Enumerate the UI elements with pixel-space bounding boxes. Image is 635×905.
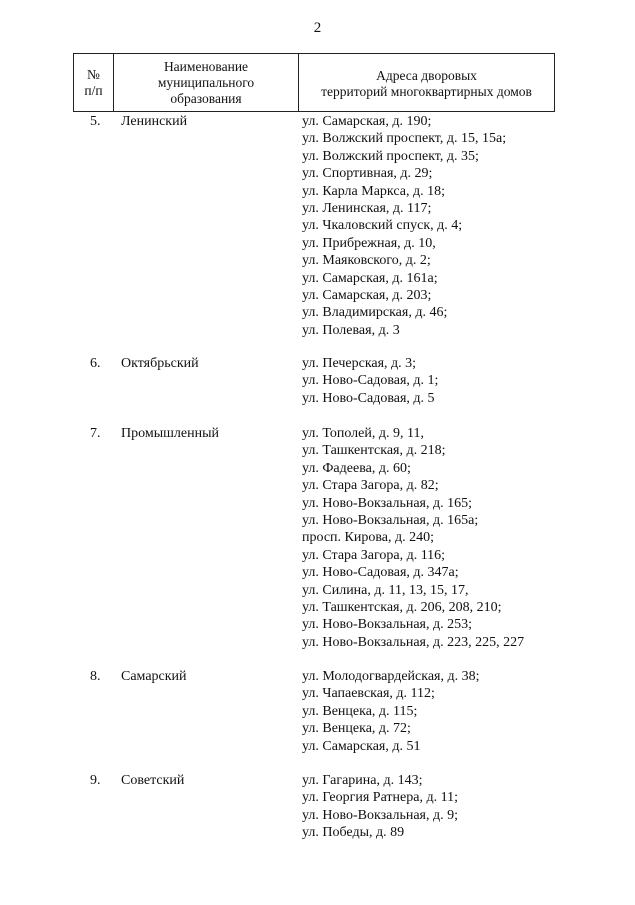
address-item: ул. Маяковского, д. 2; [302, 253, 431, 269]
header-name-column [114, 54, 299, 111]
address-item: ул. Спортивная, д. 29; [302, 166, 433, 182]
address-list [302, 113, 506, 339]
address-item: ул. Венцека, д. 115; [302, 703, 418, 719]
address-list [302, 668, 480, 755]
address-item: ул. Фадеева, д. 60; [302, 460, 411, 476]
address-list [302, 772, 458, 842]
address-list [302, 355, 438, 407]
header-address-line2: территорий многоквартирных домов [321, 83, 532, 99]
district-name: Самарский [121, 669, 187, 684]
address-item: ул. Печерская, д. 3; [302, 356, 417, 371]
address-item: ул. Победы, д. 89 [302, 825, 405, 841]
header-number-column [74, 54, 114, 111]
district-name: Октябрьский [121, 356, 199, 371]
address-item: ул. Ново-Вокзальная, д. 165; [302, 495, 473, 511]
address-item: просп. Кирова, д. 240; [302, 530, 435, 546]
district-number: 9. [90, 773, 101, 788]
header-number-line2: п/п [84, 82, 103, 98]
address-item: ул. Ново-Вокзальная, д. 223, 225, 227 [302, 634, 525, 650]
header-name-line3: образования [170, 90, 242, 106]
address-item: ул. Стара Загора, д. 82; [302, 478, 439, 494]
address-item: ул. Чапаевская, д. 112; [302, 686, 435, 702]
address-item: ул. Гагарина, д. 143; [302, 773, 423, 788]
district-number: 8. [90, 669, 101, 684]
address-item: ул. Волжский проспект, д. 15, 15а; [302, 131, 507, 147]
header-number-line1: № [87, 66, 100, 82]
header-address-line1: Адреса дворовых [376, 67, 477, 83]
district-number: 6. [90, 356, 101, 371]
address-item: ул. Георгия Ратнера, д. 11; [302, 790, 458, 806]
address-item: ул. Ново-Садовая, д. 5 [302, 390, 435, 406]
address-item: ул. Самарская, д. 190; [302, 114, 432, 129]
district-number: 5. [90, 114, 101, 129]
address-item: ул. Чкаловский спуск, д. 4; [302, 218, 463, 234]
header-name-line1: Наименование [163, 58, 249, 74]
header-address-column [299, 54, 554, 111]
address-item: ул. Ново-Садовая, д. 1; [302, 373, 439, 389]
address-item: ул. Самарская, д. 51 [302, 738, 421, 754]
address-item: ул. Полевая, д. 3 [302, 322, 400, 338]
address-item: ул. Ново-Вокзальная, д. 165а; [302, 513, 479, 529]
address-item: ул. Венцека, д. 72; [302, 721, 411, 737]
address-item: ул. Прибрежная, д. 10, [302, 235, 436, 251]
page-number: 2 [313, 20, 322, 36]
address-item: ул. Волжский проспект, д. 35; [302, 148, 479, 164]
district-name: Промышленный [121, 426, 219, 441]
address-item: ул. Самарская, д. 161а; [302, 270, 438, 286]
address-item: ул. Ново-Вокзальная, д. 253; [302, 617, 473, 633]
address-item: ул. Силина, д. 11, 13, 15, 17, [302, 582, 469, 598]
address-item: ул. Ленинская, д. 117; [302, 201, 432, 217]
address-item: ул. Ново-Садовая, д. 347а; [302, 565, 459, 581]
district-number: 7. [90, 426, 101, 441]
address-item: ул. Ново-Вокзальная, д. 9; [302, 807, 459, 823]
district-name: Ленинский [121, 114, 188, 129]
address-item: ул. Тополей, д. 9, 11, [302, 426, 424, 441]
address-item: ул. Стара Загора, д. 116; [302, 547, 446, 563]
address-item: ул. Ташкентская, д. 206, 208, 210; [302, 600, 502, 616]
address-item: ул. Самарская, д. 203; [302, 288, 432, 304]
table-header [73, 53, 555, 112]
address-item: ул. Карла Маркса, д. 18; [302, 183, 445, 199]
district-name: Советский [121, 773, 185, 788]
address-item: ул. Владимирская, д. 46; [302, 305, 448, 321]
address-item: ул. Ташкентская, д. 218; [302, 443, 446, 459]
address-list [302, 425, 524, 651]
address-item: ул. Молодогвардейская, д. 38; [302, 669, 480, 684]
header-name-line2: муниципального [157, 74, 255, 90]
